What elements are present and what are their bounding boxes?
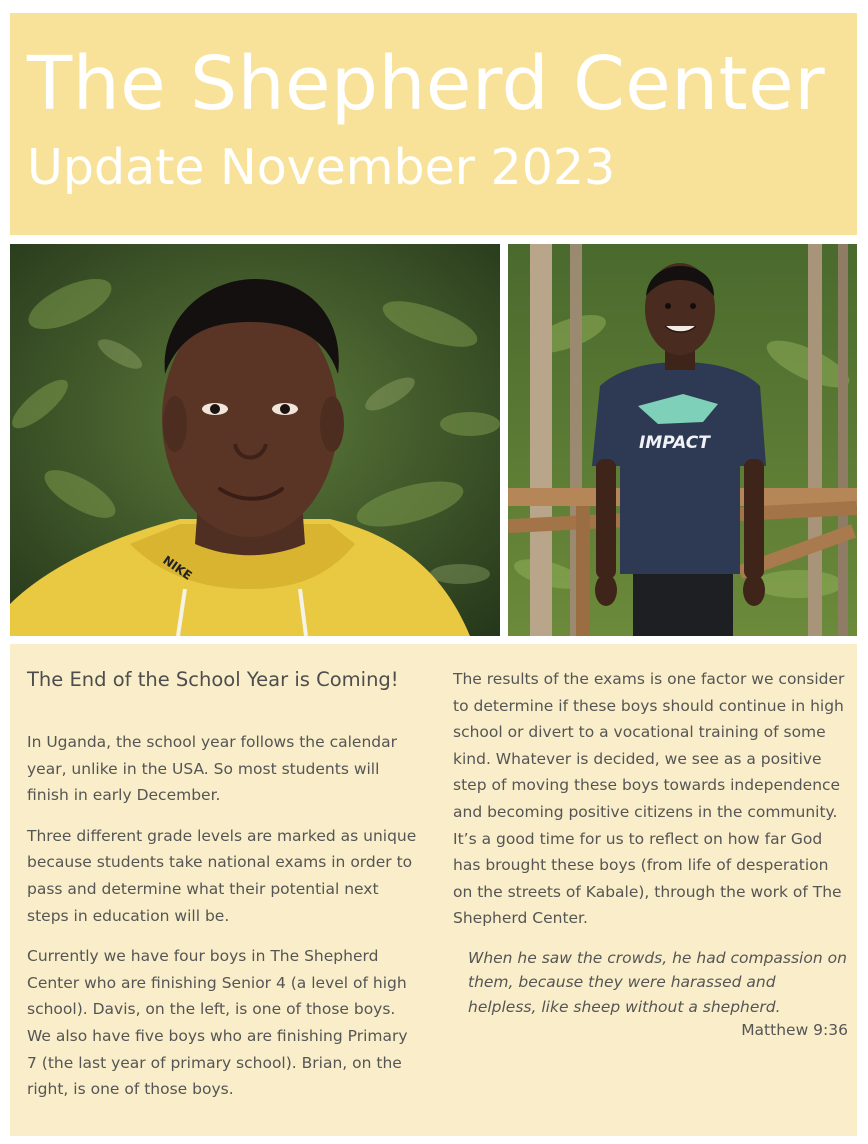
photo-brian [508, 244, 857, 636]
article-paragraph: Currently we have four boys in The Shepherd Center who are finishing Senior 4 (a level of high school). Davis, on the left, is one of those boys. We also have five boys who are finishing Primary 7 (the last year of primary school). Brian, on the right, is one of those boys. [27, 947, 408, 1099]
page-title: The Shepherd Center [27, 41, 826, 127]
article-paragraph: In Uganda, the school year follows the calendar year, unlike in the USA. So most students will finish in early December. [27, 733, 397, 805]
article-panel [10, 644, 857, 1136]
article-column-left [27, 668, 422, 1117]
article-column-right [453, 666, 848, 1041]
photo-davis [10, 244, 500, 636]
article-paragraph: Three different grade levels are marked as unique because students take national exams in order to pass and determine what their potential next steps in education will be. [27, 826, 417, 925]
article-heading: The End of the School Year is Coming! [27, 668, 399, 691]
scripture-quote: When he saw the crowds, he had compassion on them, because they were harassed and helpless, like sheep without a shepherd. [468, 948, 847, 1016]
scripture-reference: Matthew 9:36 [741, 1021, 848, 1040]
svg-text:IMPACT: IMPACT [639, 433, 710, 453]
article-paragraph: The results of the exams is one factor we consider to determine if these boys should continue in high school or divert to a vocational training of some kind. Whatever is decided, we see as a positive step of moving these boys towards independence and becoming positive citizens in the community. It’s a good time for us to reflect on how far God has brought these boys (from life of desperation on the streets of Kabale), through the work of The Shepherd Center. [453, 670, 845, 928]
page-subtitle: Update November 2023 [27, 139, 616, 196]
header-banner [10, 13, 857, 235]
svg-text:NIKE: NIKE [160, 552, 195, 583]
